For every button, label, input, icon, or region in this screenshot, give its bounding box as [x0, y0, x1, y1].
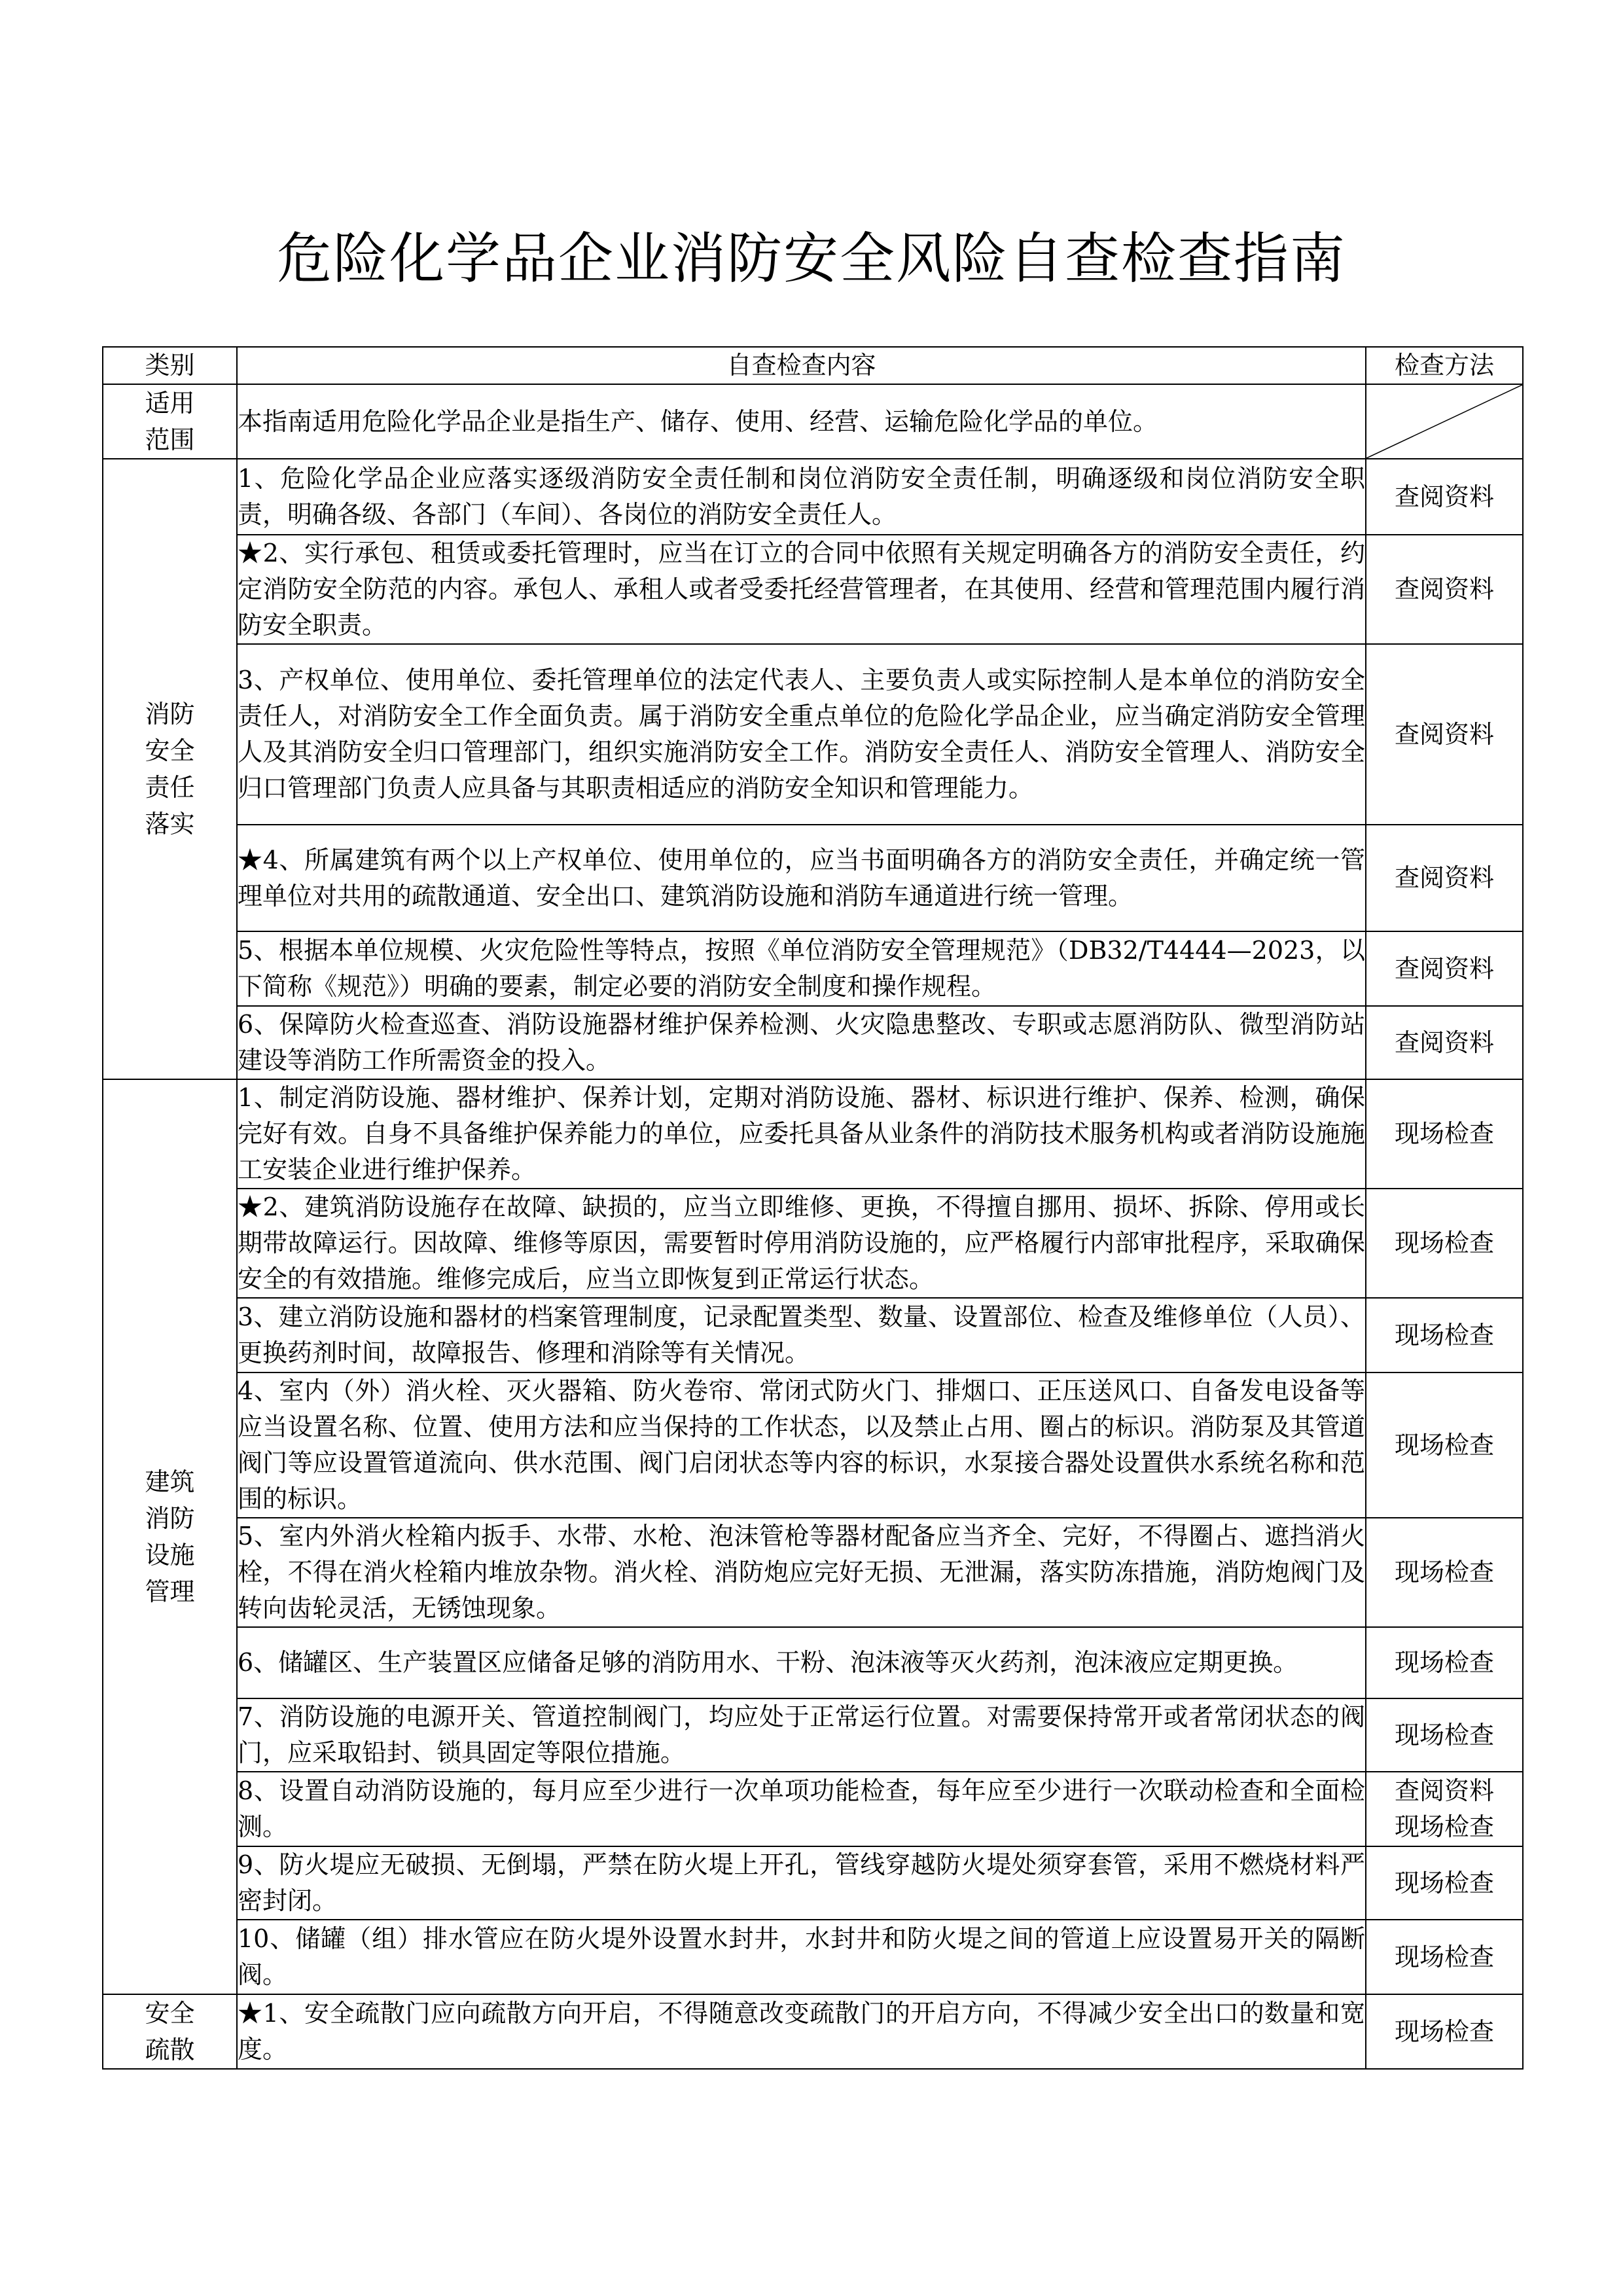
scope-text: 本指南适用危险化学品企业是指生产、储存、使用、经营、运输危险化学品的单位。 [237, 384, 1366, 459]
check-item-text: 5、室内外消火栓箱内扳手、水带、水枪、泡沫管枪等器材配备应当齐全、完好，不得圈占、遮挡消火栓，不得在消火栓箱内堆放杂物。消火栓、消防炮应完好无损、无泄漏，落实防冻措施，消防炮阀门及转向齿轮灵活，无锈蚀现象。 [237, 1518, 1366, 1627]
scope-row [103, 384, 1523, 459]
table-row [103, 1372, 1523, 1518]
check-method: 查阅资料 [1366, 644, 1523, 825]
diagonal-slash-icon [1366, 385, 1522, 458]
scope-category: 适用范围 [103, 384, 237, 459]
table-row [103, 1298, 1523, 1372]
table-row [103, 1006, 1523, 1079]
check-method: 查阅资料 [1366, 459, 1523, 535]
check-item-text: 7、消防设施的电源开关、管道控制阀门，均应处于正常运行位置。对需要保持常开或者常闭状态的阀门，应采取铅封、锁具固定等限位措施。 [237, 1698, 1366, 1772]
header-row [103, 347, 1523, 384]
check-method: 查阅资料 [1366, 825, 1523, 931]
table-row [103, 459, 1523, 535]
table-row [103, 1772, 1523, 1846]
check-method: 查阅资料 [1366, 931, 1523, 1006]
category-cell: 消防安全责任落实 [103, 459, 237, 1079]
table-row [103, 1920, 1523, 1994]
check-method: 现场检查 [1366, 1846, 1523, 1920]
table-row [103, 1079, 1523, 1189]
check-item-text: 3、产权单位、使用单位、委托管理单位的法定代表人、主要负责人或实际控制人是本单位的消防安全责任人，对消防安全工作全面负责。属于消防安全重点单位的危险化学品企业，应当确定消防安全管理人及其消防安全归口管理部门，组织实施消防安全工作。消防安全责任人、消防安全管理人、消防安全归口管理部门负责人应具备与其职责相适应的消防安全知识和管理能力。 [237, 644, 1366, 825]
check-item-text: 4、室内（外）消火栓、灭火器箱、防火卷帘、常闭式防火门、排烟口、正压送风口、自备发电设备等应当设置名称、位置、使用方法和应当保持的工作状态，以及禁止占用、圈占的标识。消防泵及其管道阀门等应设置管道流向、供水范围、阀门启闭状态等内容的标识，水泵接合器处设置供水系统名称和范围的标识。 [237, 1372, 1366, 1518]
table-row [103, 535, 1523, 644]
page-title: 危险化学品企业消防安全风险自查检查指南 [276, 226, 1346, 291]
check-method: 现场检查 [1366, 1518, 1523, 1627]
table-row [103, 825, 1523, 931]
check-item-text: ★1、安全疏散门应向疏散方向开启，不得随意改变疏散门的开启方向，不得减少安全出口的数量和宽度。 [237, 1994, 1366, 2069]
header-category: 类别 [103, 347, 237, 384]
check-method: 现场检查 [1366, 1627, 1523, 1698]
check-item-text: 1、制定消防设施、器材维护、保养计划，定期对消防设施、器材、标识进行维护、保养、检测，确保完好有效。自身不具备维护保养能力的单位，应委托具备从业条件的消防技术服务机构或者消防设施施工安装企业进行维护保养。 [237, 1079, 1366, 1189]
check-item-text: 6、保障防火检查巡查、消防设施器材维护保养检测、火灾隐患整改、专职或志愿消防队、微型消防站建设等消防工作所需资金的投入。 [237, 1006, 1366, 1079]
check-item-text: ★2、建筑消防设施存在故障、缺损的，应当立即维修、更换，不得擅自挪用、损坏、拆除、停用或长期带故障运行。因故障、维修等原因，需要暂时停用消防设施的，应严格履行内部审批程序，采取确保安全的有效措施。维修完成后，应当立即恢复到正常运行状态。 [237, 1189, 1366, 1298]
table-row [103, 931, 1523, 1006]
table-row [103, 1698, 1523, 1772]
table-row [103, 1518, 1523, 1627]
check-method: 现场检查 [1366, 1079, 1523, 1189]
check-method: 查阅资料 [1366, 1006, 1523, 1079]
check-item-text: 9、防火堤应无破损、无倒塌，严禁在防火堤上开孔，管线穿越防火堤处须穿套管，采用不燃烧材料严密封闭。 [237, 1846, 1366, 1920]
check-item-text: 8、设置自动消防设施的，每月应至少进行一次单项功能检查，每年应至少进行一次联动检查和全面检测。 [237, 1772, 1366, 1846]
table-row [103, 1846, 1523, 1920]
check-item-text: 3、建立消防设施和器材的档案管理制度，记录配置类型、数量、设置部位、检查及维修单位（人员）、更换药剂时间，故障报告、修理和消除等有关情况。 [237, 1298, 1366, 1372]
check-item-text: ★4、所属建筑有两个以上产权单位、使用单位的，应当书面明确各方的消防安全责任，并确定统一管理单位对共用的疏散通道、安全出口、建筑消防设施和消防车通道进行统一管理。 [237, 825, 1366, 931]
check-item-text: 6、储罐区、生产装置区应储备足够的消防用水、干粉、泡沫液等灭火药剂，泡沫液应定期更换。 [237, 1627, 1366, 1698]
check-method: 查阅资料 [1366, 535, 1523, 644]
table-row [103, 1627, 1523, 1698]
check-item-text: 5、根据本单位规模、火灾危险性等特点，按照《单位消防安全管理规范》（DB32/T4444—2023，以下简称《规范》）明确的要素，制定必要的消防安全制度和操作规程。 [237, 931, 1366, 1006]
check-method: 现场检查 [1366, 1298, 1523, 1372]
scope-method-empty [1366, 384, 1523, 459]
check-method: 现场检查 [1366, 1698, 1523, 1772]
check-item-text: 10、储罐（组）排水管应在防火堤外设置水封井，水封井和防火堤之间的管道上应设置易开关的隔断阀。 [237, 1920, 1366, 1994]
check-method: 查阅资料 现场检查 [1366, 1772, 1523, 1846]
check-method: 现场检查 [1366, 1189, 1523, 1298]
category-cell: 建筑消防设施管理 [103, 1079, 237, 1994]
header-content: 自查检查内容 [237, 347, 1366, 384]
header-method: 检查方法 [1366, 347, 1523, 384]
check-item-text: ★2、实行承包、租赁或委托管理时，应当在订立的合同中依照有关规定明确各方的消防安全责任，约定消防安全防范的内容。承包人、承租人或者受委托经营管理者，在其使用、经营和管理范围内履行消防安全职责。 [237, 535, 1366, 644]
check-method: 现场检查 [1366, 1994, 1523, 2069]
inspection-table [102, 346, 1524, 2070]
table-row [103, 1189, 1523, 1298]
table-row [103, 1994, 1523, 2069]
check-method: 现场检查 [1366, 1372, 1523, 1518]
check-method: 现场检查 [1366, 1920, 1523, 1994]
category-cell: 安全疏散 [103, 1994, 237, 2069]
check-item-text: 1、危险化学品企业应落实逐级消防安全责任制和岗位消防安全责任制，明确逐级和岗位消防安全职责，明确各级、各部门（车间）、各岗位的消防安全责任人。 [237, 459, 1366, 535]
table-row [103, 644, 1523, 825]
